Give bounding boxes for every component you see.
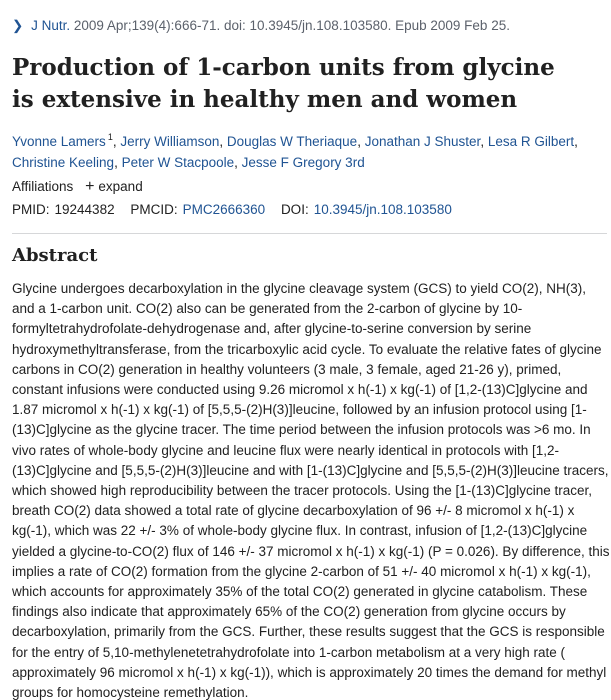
chevron-right-icon: ❯ xyxy=(12,18,24,33)
author-link[interactable]: Peter W Stacpoole xyxy=(121,155,235,170)
doi-label: DOI: xyxy=(280,202,309,217)
author-link[interactable]: Lesa R Gilbert xyxy=(487,134,575,149)
author-list: Yvonne Lamers $^1$, Jerry Williamson, Douglas W Theriaque, Jonathan J Shuster, Lesa R Gilbert, Christine Keeling, Peter W Stacpoole, Jesse F Gregory 3rd xyxy=(12,132,578,170)
pmid-label: PMID: xyxy=(12,202,50,217)
journal-link[interactable]: J Nutr. xyxy=(31,18,71,33)
citation-line xyxy=(12,18,510,34)
pmcid-label: PMCID: xyxy=(130,202,178,217)
author-link[interactable]: Christine Keeling xyxy=(12,155,115,170)
pmid-value: 19244382 xyxy=(54,202,115,217)
author-link[interactable]: Jesse F Gregory 3rd xyxy=(241,155,365,170)
abstract-text: Glycine undergoes decarboxylation in the glycine cleavage system (GCS) to yield CO(2), NH(3), and a 1-carbon unit. CO(2) also can be generated from the 2-carbon of glycine by 10-formyltetrahydrofolate-dehydrogenase and, after glycine-to-serine conversion by serine hydroxymethyltransferase, from the tricarboxylic acid cycle. To evaluate the relative fates of glycine carbons in CO(2) generation in healthy volunteers (3 male, 3 female, aged 21-26 y), primed, constant infusions were conducted using 9.26 micromol x h(-1) x kg(-1) of [1,2-(13)C]glycine and 1.87 micromol x h(-1) x kg(-1) of [5,5,5-(2)H(3)]leucine, followed by an infusion protocol using [1-(13)C]glycine as the glycine tracer. The time period between the infusion protocols was >6 mo. In vivo rates of whole-body glycine and leucine flux were nearly identical in protocols with [1,2-(13)C]glycine and [5,5,5-(2)H(3)]leucine and with [1-(13)C]glycine and [5,5,5-(2)H(3)]leucine tracers, which showed high reproducibility between the tracer protocols. Using the [1-(13)C]glycine tracer, breath CO(2) data showed a total rate of glycine decarboxylation of 96 +/- 8 micromol x h(-1) x kg(-1), which was 22 +/- 3% of whole-body glycine flux. In contrast, infusion of [1,2-(13)C]glycine yielded a glycine-to-CO(2) flux of 146 +/- 37 micromol x h(-1) x kg(-1) (P = 0.026). By difference, this implies a rate of CO(2) formation from the glycine 2-carbon of 51 +/- 40 micromol x h(-1) x kg(-1), which accounts for approximately 35% of the total CO(2) generated in glycine catabolism. These findings also indicate that approximately 65% of the CO(2) generation from glycine occurs by decarboxylation, primarily from the GCS. Further, these results suggest that the GCS is responsible for the entry of 5,10-methylenetetrahydrofolate into 1-carbon metabolism at a very high rate ( approximately 96 micromol x h(-1) x kg(-1)), which is approximately 20 times the demand for methyl groups for homocysteine remethylation. xyxy=(12,281,610,700)
article-title: Production of 1-carbon units from glycine is extensive in healthy men and women xyxy=(12,54,555,113)
affiliations-row xyxy=(12,178,143,196)
abstract-heading: Abstract xyxy=(12,245,98,266)
affiliations-label: Affiliations xyxy=(12,179,74,194)
citation-details: 2009 Apr;139(4):666-71. doi: 10.3945/jn.108.103580. Epub 2009 Feb 25. xyxy=(73,18,510,33)
expand-affiliations-button[interactable]: + expand xyxy=(85,178,143,195)
section-divider xyxy=(12,233,607,234)
author-link[interactable]: Yvonne Lamers xyxy=(12,134,106,149)
author-link[interactable]: Douglas W Theriaque xyxy=(226,134,358,149)
author-link[interactable]: Jerry Williamson xyxy=(120,134,220,149)
plus-icon: + xyxy=(85,178,95,195)
author-link[interactable]: Jonathan J Shuster xyxy=(364,134,481,149)
author-affiliation-sup[interactable]: 1 xyxy=(107,132,113,142)
doi-link[interactable]: 10.3945/jn.108.103580 xyxy=(313,202,452,217)
identifiers-row xyxy=(12,202,452,217)
pmcid-link[interactable]: PMC2666360 xyxy=(182,202,266,217)
